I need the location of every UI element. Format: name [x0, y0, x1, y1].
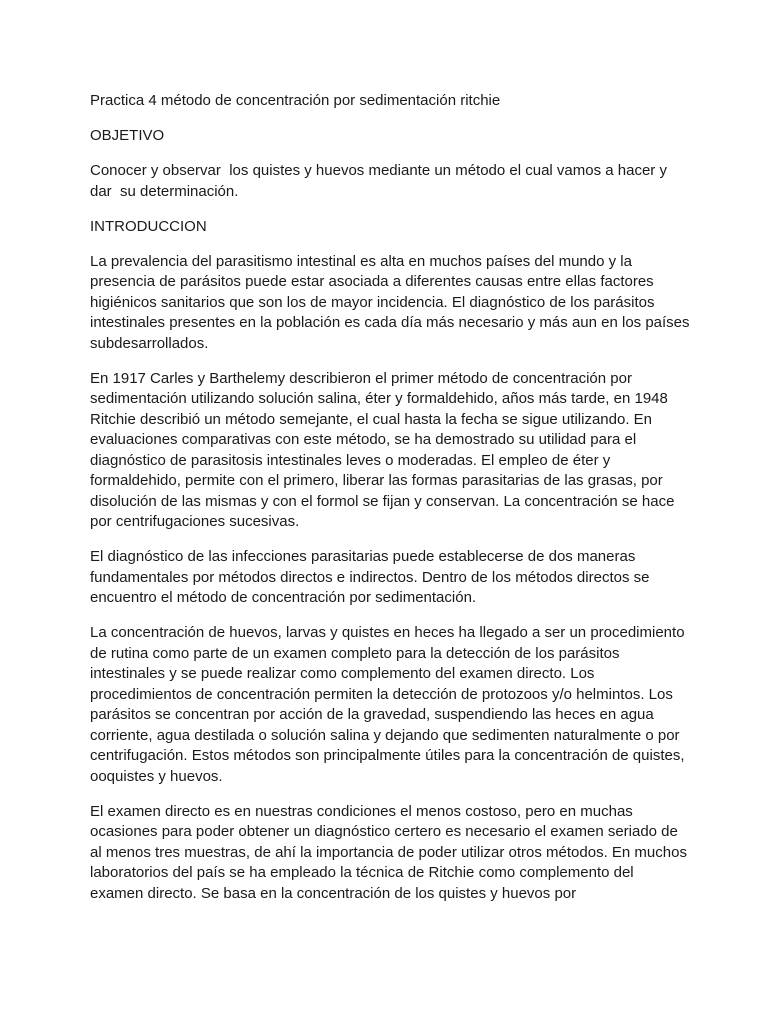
intro-paragraph-1: La prevalencia del parasitismo intestinal es alta en muchos países del mundo y la presencia de parásitos puede estar asociada a diferentes causas entre ellas factores higiénicos sanitarios que son los de mayor incidencia. El diagnóstico de los parásitos intestinales presentes en la población es cada día más necesario y más aun en los países subdesarrollados. — [90, 252, 694, 352]
document-title: Practica 4 método de concentración por sedimentación ritchie — [90, 92, 501, 109]
intro-paragraph-3: El diagnóstico de las infecciones parasitarias puede establecerse de dos maneras fundamentales por métodos directos e indirectos. Dentro de los métodos directos se encuentro el método de concentración por sedimentación. — [90, 548, 654, 606]
intro-paragraph-5: El examen directo es en nuestras condiciones el menos costoso, pero en muchas ocasiones para poder obtener un diagnóstico certero es necesario el examen seriado de al menos tres muestras, de ahí la importancia de poder utilizar otros métodos. En muchos laboratorios del país se ha empleado la técnica de Ritchie como complemento del examen directo. Se basa en la concentración de los quistes y huevos por — [90, 802, 692, 902]
objective-heading: OBJETIVO — [90, 127, 165, 144]
intro-paragraph-4: La concentración de huevos, larvas y quistes en heces ha llegado a ser un procedimiento de rutina como parte de un examen completo para la detección de los parásitos intestinales y se puede realizar como complemento del examen directo. Los procedimientos de concentración permiten la detección de protozoos y/o helmintos. Los parásitos se concentran por acción de la gravedad, suspendiendo las heces en agua corriente, agua destilada o solución salina y dejando que sedimenten naturalmente o por centrifugación. Estos métodos son principalmente útiles para la concentración de quistes, ooquistes y huevos. — [90, 624, 689, 785]
introduction-heading: INTRODUCCION — [90, 217, 207, 235]
document-body — [90, 91, 694, 919]
intro-paragraph-2: En 1917 Carles y Barthelemy describieron el primer método de concentración por sedimentación utilizando solución salina, éter y formaldehido, años más tarde, en 1948 Ritchie describió un método semejante, el cual hasta la fecha se sigue utilizando. En evaluaciones comparativas con este método, se ha demostrado su utilidad para el diagnóstico de parasitosis intestinales leves o moderadas. El empleo de éter y formaldehido, permite con el primero, liberar las formas parasitarias de las grasas, por disolución de las mismas y con el formol se fijan y conservan. La concentración se hace por centrifugaciones sucesivas. — [90, 369, 679, 530]
objective-paragraph: Conocer y observar los quistes y huevos mediante un método el cual vamos a hacer y dar su determinación. — [90, 162, 672, 200]
